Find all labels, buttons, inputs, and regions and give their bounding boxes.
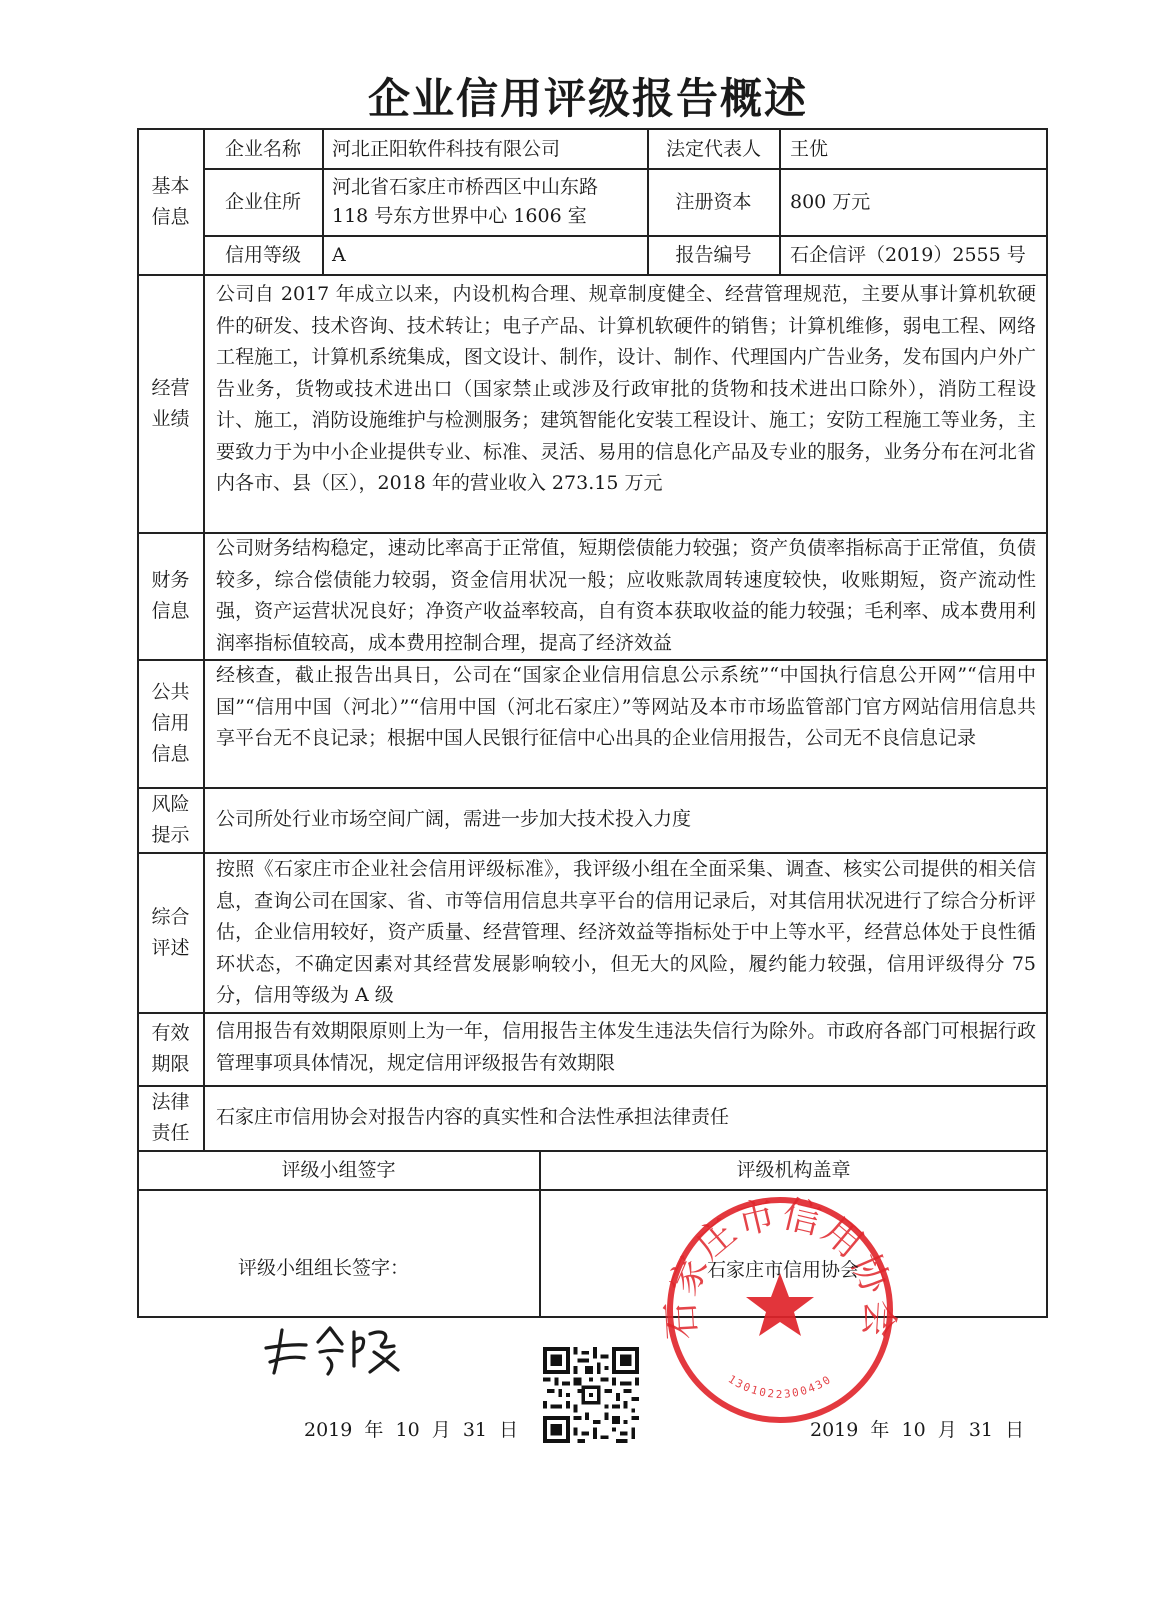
page-title: 企业信用评级报告概述 <box>367 74 808 123</box>
official-seal <box>655 1185 905 1435</box>
company-name-value: 河北正阳软件科技有限公司 <box>332 137 561 160</box>
report-no-label: 报告编号 <box>675 244 752 266</box>
capital-value: 800 万元 <box>790 191 871 213</box>
report-no-value: 石企信评（2019）2555 号 <box>790 244 1026 266</box>
address-label: 企业住所 <box>224 191 301 213</box>
risk-label: 风险 提示 <box>151 793 190 846</box>
handwritten-signature <box>258 1318 418 1378</box>
legal-label: 法律 责任 <box>151 1091 190 1144</box>
left-date: 2019 年 10 月 31 日 <box>304 1419 519 1441</box>
qr-code <box>543 1347 639 1443</box>
right-date: 2019 年 10 月 31 日 <box>810 1419 1025 1441</box>
validity-text: 信用报告有效期限原则上为一年，信用报告主体发生违法失信行为除外。市政府各部门可根据行政管理事项具体情况，规定信用评级报告有效期限 <box>216 1020 1036 1074</box>
grade-value: A <box>332 244 346 266</box>
sign-left-header: 评级小组签字 <box>281 1159 396 1181</box>
row-line <box>137 274 1047 276</box>
row-line <box>137 1012 1047 1014</box>
leader-sign-label: 评级小组组长签字： <box>238 1257 410 1279</box>
seal-ring-text: 石家庄市信用协会 <box>658 1191 902 1341</box>
finance-label: 财务 信息 <box>151 569 190 622</box>
legal-text: 石家庄市信用协会对报告内容的真实性和合法性承担法律责任 <box>216 1106 730 1129</box>
sign-right-header: 评级机构盖章 <box>736 1159 851 1181</box>
grade-label: 信用等级 <box>224 244 301 266</box>
finance-text: 公司财务结构稳定，速动比率高于正常值，短期偿债能力较强；资产负债率指标高于正常值，负债较多，综合偿债能力较弱，资金信用状况一般；应收账款周转速度较快，收账期短，资产流动性强，资产运营状况良好；净资产收益率较高，自有资本获取收益的能力较强；毛利率、成本费用利润率指标值较高，成本费用控制合理，提高了经济效益 <box>216 537 1036 654</box>
summary-label: 综合 评述 <box>151 905 190 959</box>
public-credit-text: 经核查，截止报告出具日，公司在“国家企业信用信息公示系统”“中国执行信息公开网”“信用中国”“信用中国（河北）”“信用中国（河北石家庄）”等网站及本市市场监管部门官方网站信用信息共享平台无不良记录；根据中国人民银行征信中心出具的企业信用报告，公司无不良信息记录 <box>216 664 1036 749</box>
legal-rep-value: 王优 <box>790 137 829 160</box>
row-line <box>137 1189 1047 1191</box>
risk-text: 公司所处行业市场空间广阔，需进一步加大技术投入力度 <box>216 808 692 831</box>
svg-text:1301022300430 <box>726 1372 835 1400</box>
basic-section-label: 基本 信息 <box>151 175 190 228</box>
capital-label: 注册资本 <box>675 191 752 213</box>
summary-text: 按照《石家庄市企业社会信用评级标准》，我评级小组在全面采集、调查、核实公司提供的相关信息，查询公司在国家、省、市等信用信息共享平台的信用记录后，对其信用状况进行了综合分析评估，企业信用较好，资产质量、经营管理、经济效益等指标处于中上等水平，经营总体处于良性循环状态，不确定因素对其经营发展影响较小，但无大的风险，履约能力较强，信用评级得分 75 分，信用等级为 A 级 <box>216 858 1036 1006</box>
validity-label: 有效 期限 <box>151 1022 190 1075</box>
col-line <box>322 129 324 275</box>
col-line <box>779 129 781 275</box>
seal-code: 1301022300430 <box>725 1372 835 1401</box>
address-value: 河北省石家庄市桥西区中山东路 118 号东方世界中心 1606 室 <box>332 176 599 227</box>
company-name-label: 企业名称 <box>224 137 301 160</box>
performance-label: 经营 业绩 <box>151 376 190 430</box>
col-line <box>203 129 205 1150</box>
legal-rep-label: 法定代表人 <box>665 137 761 160</box>
public-credit-label: 公共 信用 信息 <box>151 681 190 765</box>
performance-text: 公司自 2017 年成立以来，内设机构合理、规章制度健全、经营管理规范，主要从事计算机软硬件的研发、技术咨询、技术转让；电子产品、计算机软硬件的销售；计算机维修，弱电工程、网络工程施工，计算机系统集成，图文设计、制作，设计、制作、代理国内广告业务，发布国内户外广告业务，货物或技术进出口（国家禁止或涉及行政审批的货物和技术进出口除外），消防工程设计、施工，消防设施维护与检测服务；建筑智能化安装工程设计、施工；安防工程施工等业务，主要致力于为中小企业提供专业、标准、灵活、易用的信息化产品及专业的服务，业务分布在河北省内各市、县（区），2018 年的营业收入 273.15 万元 <box>216 283 1036 494</box>
org-name: 石家庄市信用协会 <box>707 1259 860 1281</box>
